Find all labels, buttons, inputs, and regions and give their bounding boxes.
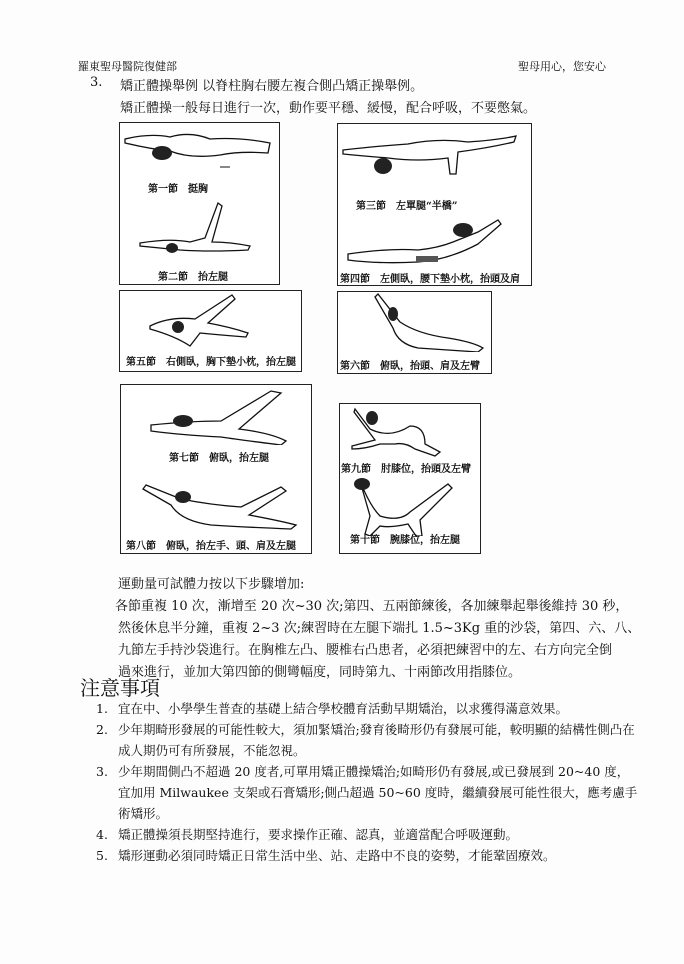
exercise-1-illustration: [120, 123, 279, 183]
exercise-7-illustration: [121, 385, 311, 445]
progression-line: 各節重複 10 次，漸增至 20 次~30 次;第四、五兩節練後，各加練舉起舉後維持 30 秒，: [102, 599, 629, 614]
figure-box-9-10: [339, 403, 481, 554]
notes-list: [96, 698, 638, 866]
progression-paragraph: [90, 574, 641, 684]
exercise-3-illustration: [338, 124, 531, 184]
figure-box-5: [119, 290, 302, 372]
progression-line: 然後休息半分鐘，重複 2~3 次;練習時在左腿下端扎 1.5~3Kg 重的沙袋，第四、六、八、: [118, 621, 641, 636]
list-item: [96, 824, 638, 845]
item-text: 矯正體操須長期堅持進行，要求操作正確、認真，並適當配合呼吸運動。: [118, 827, 519, 842]
item-text: 少年期間側凸不超過 20 度者,可單用矯正體操矯治;如畸形仍有發展,或已發展到 20~40 度，宜加用 Milwaukee 支架或石膏矯形;側凸超過 50~60 度時，繼續發展可能性很大，應考慮手術矯形。: [118, 764, 638, 821]
figure-box-7-8: [120, 384, 312, 554]
list-item: [96, 845, 638, 866]
figure-caption: 第七節 俯臥，抬左腿: [169, 453, 269, 464]
section-title: 矯正體操舉例 以脊柱胸右腰左複合側凸矯正操舉例。: [120, 79, 424, 94]
header-right: 聖母用心，您安心: [518, 60, 606, 73]
item-number: 2.: [96, 722, 108, 737]
exercise-2-illustration: [120, 198, 279, 268]
figure-caption: 第八節 俯臥，抬左手、頭、肩及左腿: [126, 541, 296, 552]
notes-title: 注意事項: [80, 676, 160, 700]
figure-box-3-4: [337, 123, 532, 286]
item-text: 宜在中、小學學生普查的基礎上結合學校體育活動早期矯治，以求獲得滿意效果。: [118, 701, 569, 716]
exercise-9-illustration: [340, 404, 480, 459]
figure-caption: 第四節 左側臥，腰下墊小枕，抬頭及肩: [340, 274, 520, 285]
figure-caption: 第三節 左單腿“半橋”: [356, 201, 458, 212]
figure-caption: 第六節 俯臥，抬頭、肩及左臂: [340, 361, 480, 372]
figure-caption: 第五節 右側臥，胸下墊小枕，抬左腿: [126, 357, 296, 368]
progression-heading: 運動量可試體力按以下步驟增加:: [118, 577, 305, 592]
figure-box-1-2: [119, 122, 280, 285]
item-number: 4.: [96, 827, 108, 842]
list-item: [96, 761, 638, 824]
exercise-5-illustration: [120, 291, 301, 351]
item-text: 少年期畸形發展的可能性較大，須加緊矯治;發育後畸形仍有發展可能，較明顯的結構性側凸在成人期仍可有所發展，不能忽視。: [118, 722, 635, 758]
list-item: [96, 719, 638, 761]
exercise-6-illustration: [338, 292, 491, 352]
list-item: [96, 698, 638, 719]
progression-line: 過來進行，並加大第四節的側彎幅度，同時第九、十兩節改用指膝位。: [118, 665, 522, 680]
figure-caption: 第十節 腕膝位，抬左腿: [350, 535, 460, 546]
item-number: 3.: [96, 764, 108, 779]
header-left: 羅東聖母醫院復健部: [78, 60, 177, 73]
figure-caption: 第九節 肘膝位，抬頭及左臂: [341, 464, 471, 475]
item-text: 矯形運動必須同時矯正日常生活中坐、站、走路中不良的姿勢，才能鞏固療效。: [118, 848, 556, 863]
item-number: 5.: [96, 848, 108, 863]
progression-line: 九節左手持沙袋進行。在胸椎左凸、腰椎右凸患者，必須把練習中的左、右方向完全倒: [118, 643, 613, 658]
figure-caption: 第二節 抬左腿: [158, 272, 228, 283]
section-number: 3.: [90, 75, 103, 90]
exercise-10-illustration: [340, 476, 480, 536]
item-number: 1.: [96, 701, 108, 716]
figure-box-6: [337, 291, 492, 374]
figure-caption: 第一節 挺胸: [148, 184, 208, 195]
section-intro: 矯正體操一般每日進行一次，動作要平穩、緩慢，配合呼吸，不要憋氣。: [120, 101, 537, 116]
exercise-8-illustration: [121, 475, 311, 535]
exercise-4-illustration: [338, 212, 531, 272]
